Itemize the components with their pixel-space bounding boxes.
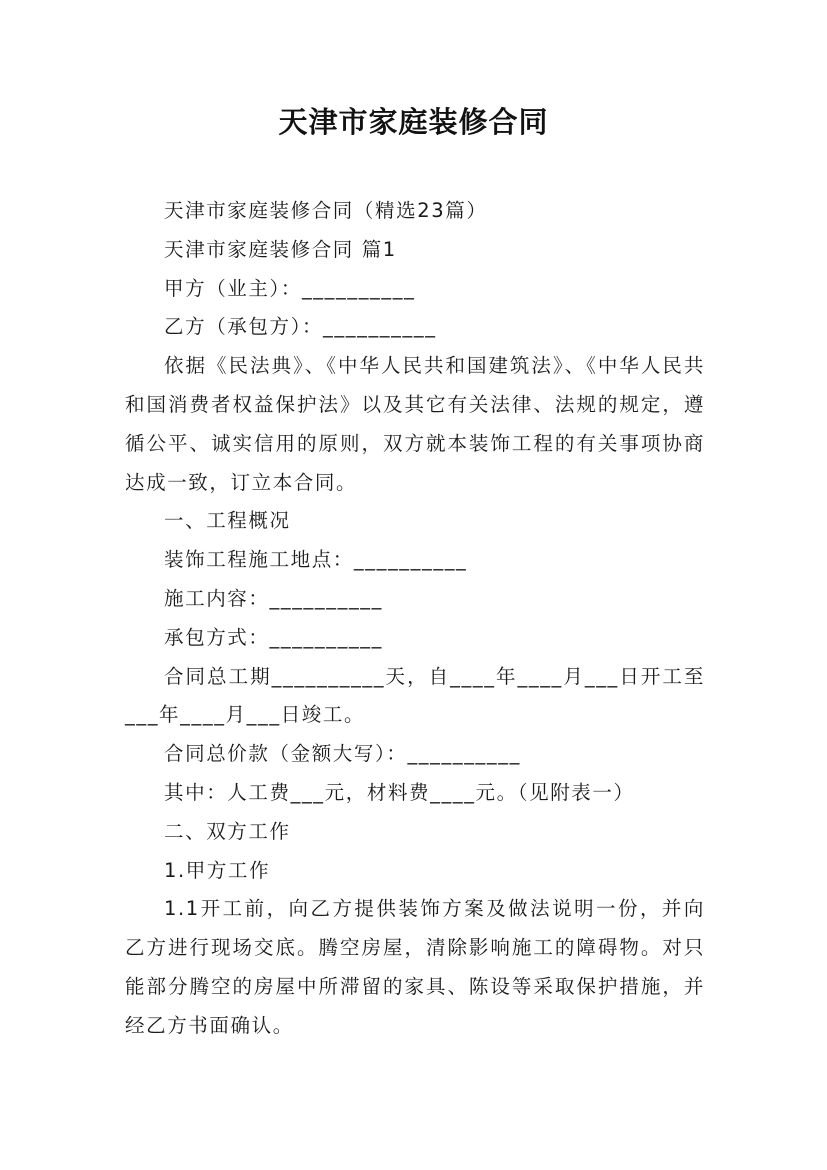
- paragraph-party-b: 乙方（承包方）：__________: [164, 315, 437, 339]
- paragraph-intro-title: 天津市家庭装修合同（精选23篇）: [164, 199, 488, 222]
- paragraph-work-content: 施工内容：__________: [164, 586, 383, 610]
- paragraph-site-location: 装饰工程施工地点：__________: [164, 548, 468, 572]
- paragraph-party-a-duties: 1.甲方工作: [164, 858, 271, 882]
- paragraph-cost-breakdown: 其中：人工费___元，材料费____元。（见附表一）: [164, 780, 635, 804]
- paragraph-duration: 合同总工期__________天，自____年____月___日开工至___年____月___日竣工。: [125, 664, 705, 727]
- paragraph-legal-basis: 依据《民法典》、《中华人民共和国建筑法》、《中华人民共和国消费者权益保护法》以及其它有关法律、法规的规定，遵循公平、诚实信用的原则，双方就本装饰工程的有关事项协商达成一致，订立本合同。: [125, 354, 705, 494]
- paragraph-clause-1-1: 1.1开工前，向乙方提供装饰方案及做法说明一份，并向乙方进行现场交底。腾空房屋，清除影响施工的障碍物。对只能部分腾空的房屋中所滞留的家具、陈设等采取保护措施，并经乙方书面确认。: [125, 897, 705, 1037]
- document-body: [125, 192, 705, 1046]
- paragraph-overview-heading: 一、工程概况: [164, 509, 291, 533]
- paragraph-party-a: 甲方（业主）：__________: [164, 276, 416, 300]
- paragraph-contract-method: 承包方式：__________: [164, 625, 383, 649]
- paragraph-total-price: 合同总价款（金额大写）：__________: [164, 742, 521, 766]
- paragraph-section-heading: 天津市家庭装修合同 篇1: [164, 237, 397, 261]
- document-title: 天津市家庭装修合同: [278, 105, 549, 139]
- paragraph-duties-heading: 二、双方工作: [164, 819, 291, 843]
